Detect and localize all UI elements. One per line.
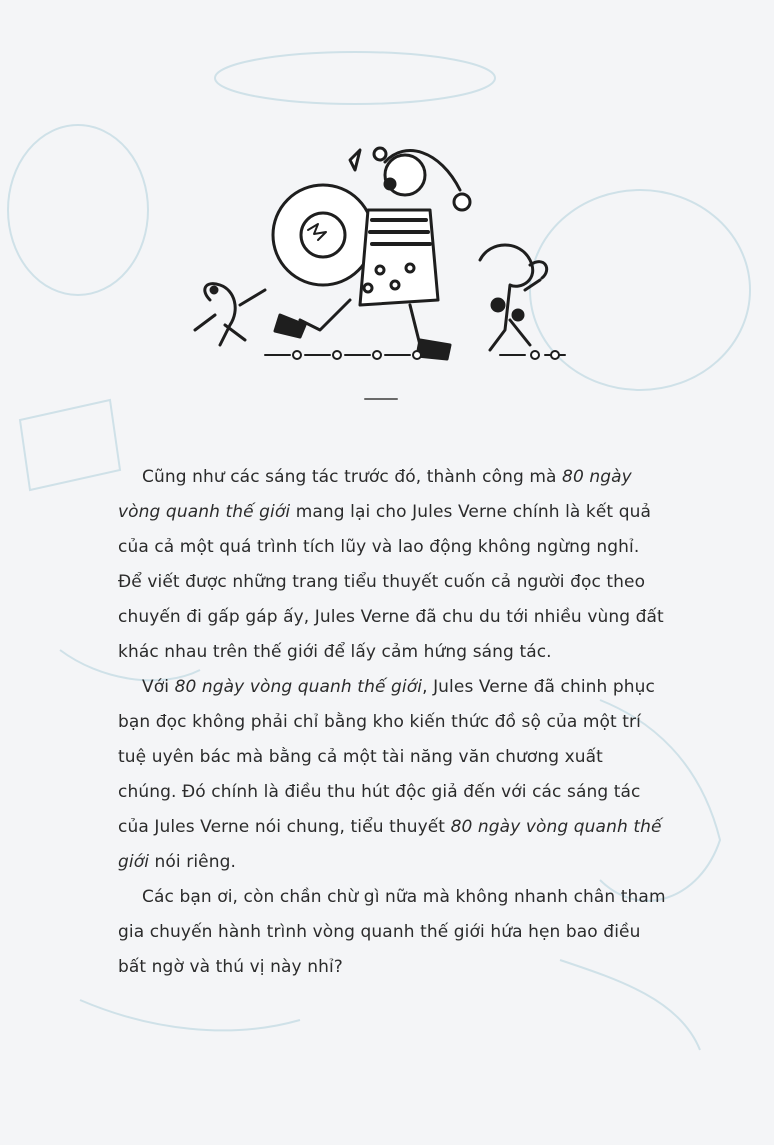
section-divider xyxy=(364,398,398,400)
book-title-2: 80 ngày vòng quanh thế giới xyxy=(174,677,423,697)
paragraph-3-text: Các bạn ơi, còn chần chừ gì nữa mà không nhanh chân tham gia chuyến hành trình vòng quanh thế giới hứa hẹn bao điều bất ngờ và thú vị này nhỉ? xyxy=(118,887,666,977)
paragraph-1-text-a: Cũng như các sáng tác trước đó, thành công mà xyxy=(142,467,563,487)
paragraph-2-text-a: Với xyxy=(142,677,175,697)
paragraph-2 xyxy=(118,670,666,880)
paragraph-3 xyxy=(118,880,666,985)
book-title-3: 80 ngày vòng quanh thế giới xyxy=(118,817,662,872)
paragraph-2-text-c: nói riêng. xyxy=(149,852,236,872)
body-text xyxy=(118,460,666,985)
paragraph-1 xyxy=(118,460,666,670)
paragraph-1-text-b: mang lại cho Jules Verne chính là kết quả của cả một quá trình tích lũy và lao động không ngừng nghỉ. Để viết được những trang tiểu thuyết cuốn cả người đọc theo chuyến đi gấp gáp ấy, Jules Verne đã chu du tới nhiều vùng đất khác nhau trên thế giới để lấy cảm hứng sáng tác. xyxy=(118,502,664,662)
parade-illustration-icon xyxy=(180,140,600,380)
paragraph-2-text-b: , Jules Verne đã chinh phục bạn đọc không phải chỉ bằng kho kiến thức đồ sộ của một trí tuệ uyên bác mà bằng cả một tài năng văn chương xuất chúng. Đó chính là điều thu hút độc giả đến với các sáng tác của Jules Verne nói chung, tiểu thuyết xyxy=(118,677,655,837)
book-title-1: 80 ngày vòng quanh thế giới xyxy=(118,467,632,522)
